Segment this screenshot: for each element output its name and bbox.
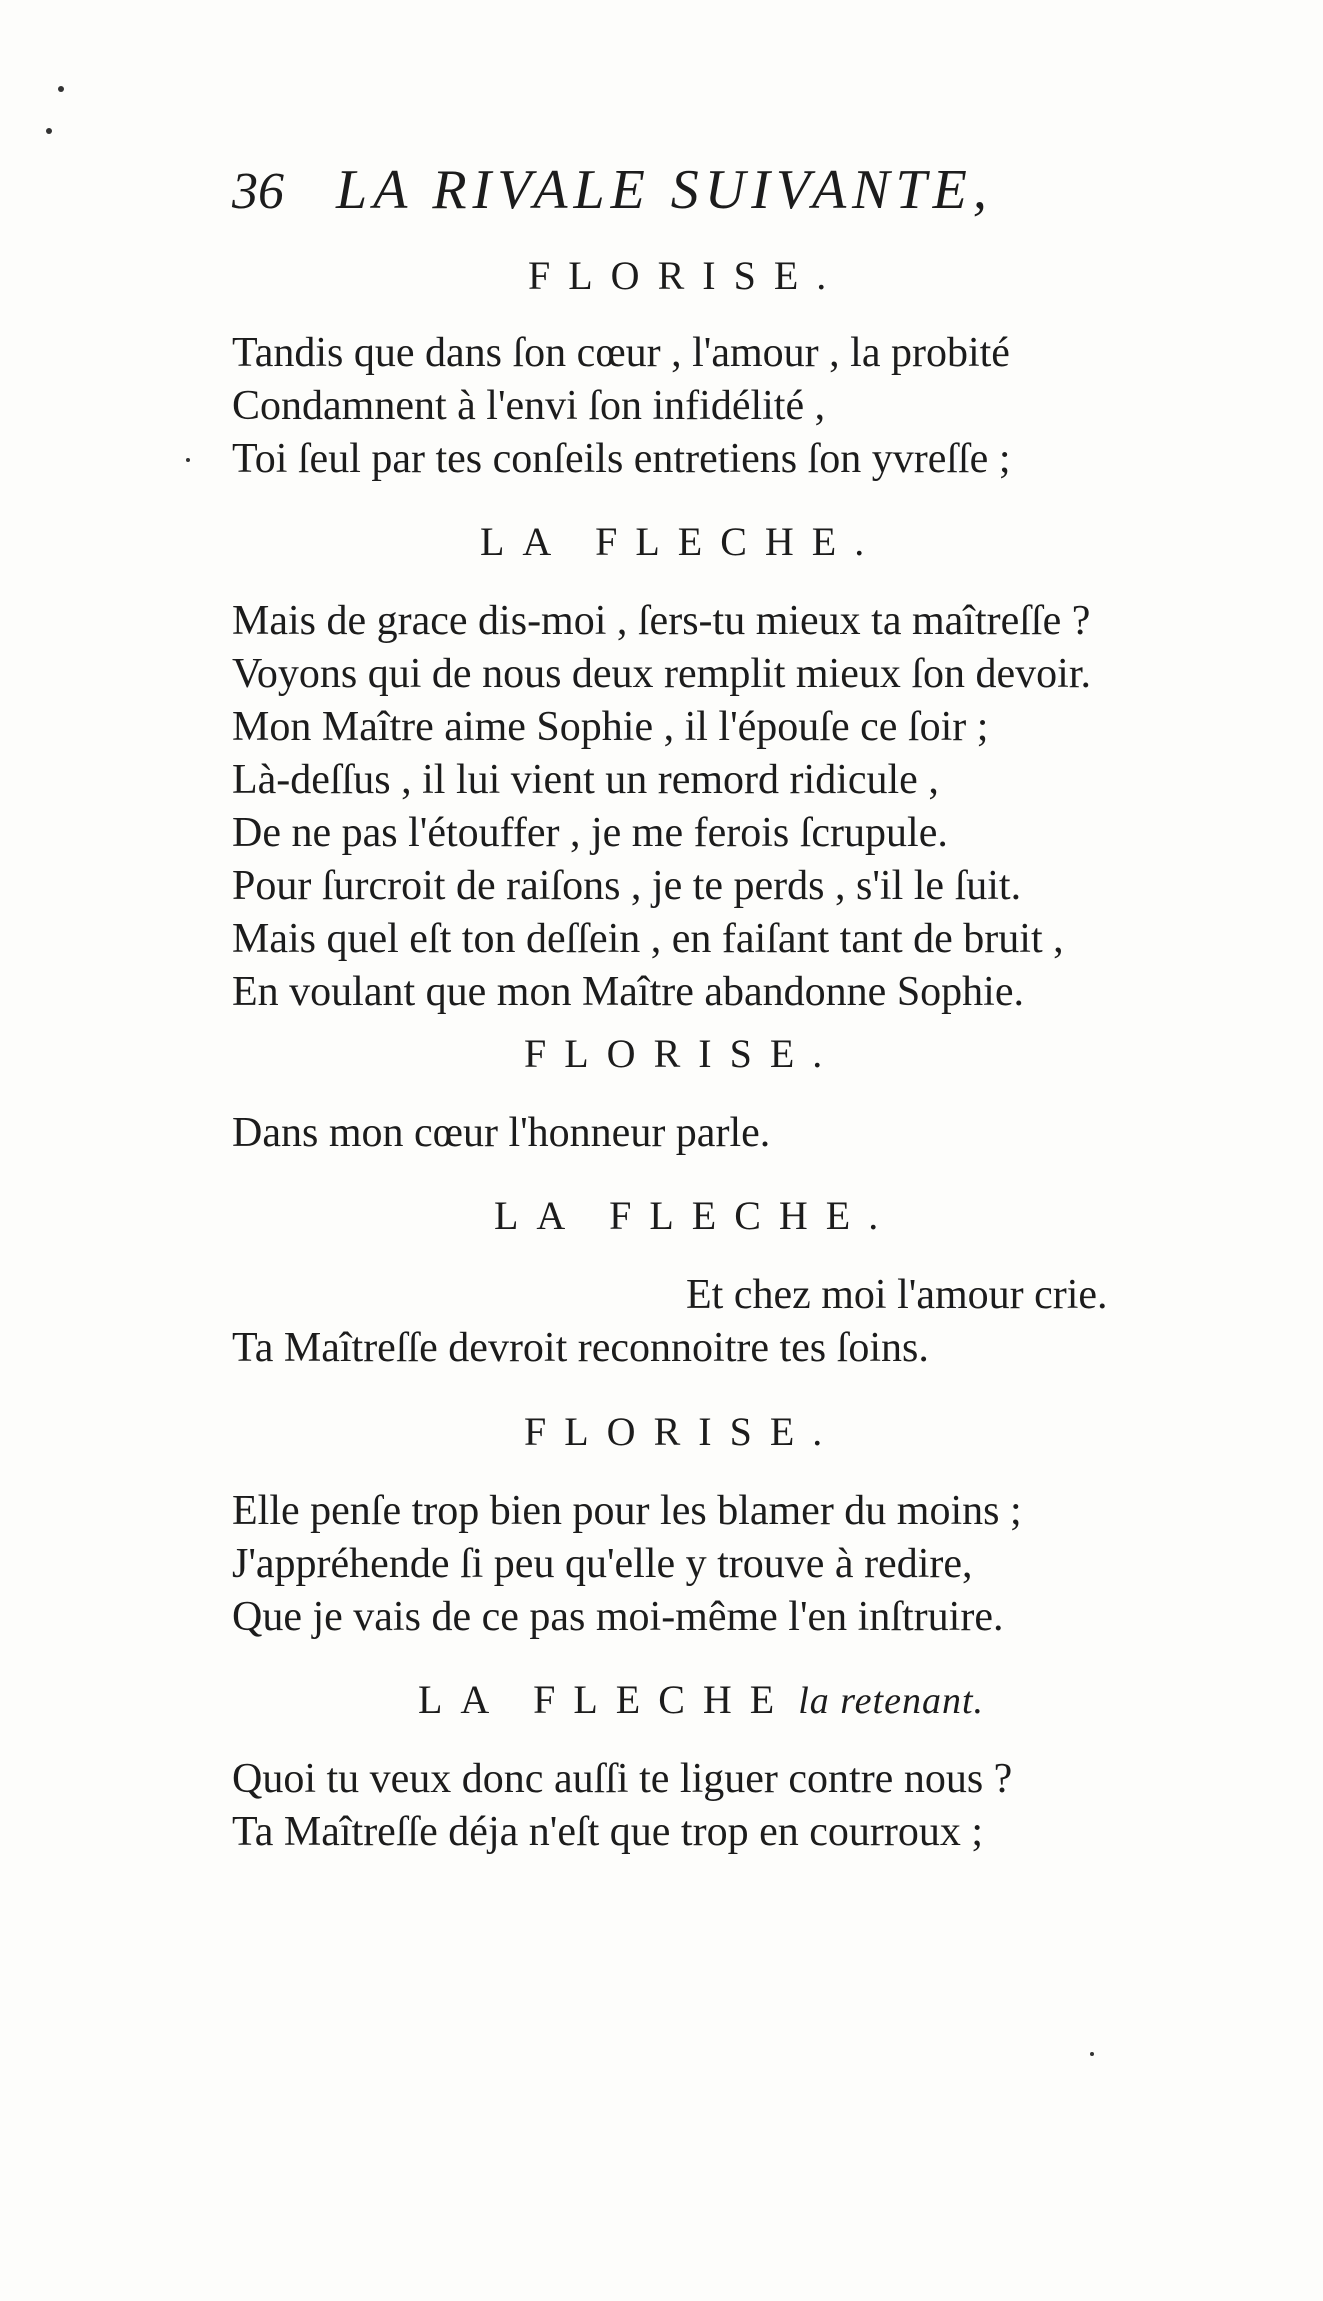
- speaker-name: LA FLECHE.: [480, 519, 883, 564]
- verse-line: Quoi tu veux donc auſſi te liguer contre nous ?: [232, 1756, 1013, 1802]
- verse-line: Mais de grace dis-moi , ſers-tu mieux ta maîtreſſe ?: [232, 598, 1091, 644]
- verse-line: En voulant que mon Maître abandonne Sophie.: [232, 969, 1024, 1015]
- verse-line: Toi ſeul par tes conſeils entretiens ſon yvreſſe ;: [232, 436, 1011, 482]
- ink-speck: [1090, 2052, 1094, 2056]
- verse-line: Dans mon cœur l'honneur parle.: [232, 1110, 771, 1156]
- verse-line: Et chez moi l'amour crie.: [686, 1272, 1108, 1318]
- verse-line: Mon Maître aime Sophie , il l'épouſe ce ſoir ;: [232, 704, 989, 750]
- ink-speck: [58, 86, 64, 92]
- ink-speck: [46, 128, 52, 134]
- verse-line: Que je vais de ce pas moi-même l'en inſtruire.: [232, 1594, 1004, 1640]
- speaker-name: [418, 1676, 984, 1723]
- verse-line: De ne pas l'étouffer , je me ferois ſcrupule.: [232, 810, 948, 856]
- verse-line: Ta Maîtreſſe devroit reconnoitre tes ſoins.: [232, 1325, 929, 1371]
- verse-line: Là-deſſus , il lui vient un remord ridicule ,: [232, 757, 939, 803]
- verse-line: Mais quel eſt ton deſſein , en faiſant tant de bruit ,: [232, 916, 1064, 962]
- verse-line: Tandis que dans ſon cœur , l'amour , la probité: [232, 330, 1010, 376]
- speaker-label: LA FLECHE: [418, 1677, 793, 1722]
- verse-line: Voyons qui de nous deux remplit mieux ſon devoir.: [232, 651, 1091, 697]
- speaker-name: FLORISE.: [528, 253, 845, 298]
- verse-line: Elle penſe trop bien pour les blamer du moins ;: [232, 1488, 1022, 1534]
- verse-line: Pour ſurcroit de raiſons , je te perds , s'il le ſuit.: [232, 863, 1022, 909]
- speaker-name: FLORISE.: [524, 1031, 841, 1076]
- running-header: [232, 158, 1132, 228]
- ink-speck: [186, 458, 190, 462]
- speaker-name: FLORISE.: [524, 1409, 841, 1454]
- running-title: LA RIVALE SUIVANTE,: [336, 159, 993, 221]
- verse-line: J'appréhende ſi peu qu'elle y trouve à redire,: [232, 1541, 973, 1587]
- speaker-name: LA FLECHE.: [494, 1193, 897, 1238]
- page-number: 36: [232, 163, 284, 220]
- stage-direction: la retenant.: [798, 1680, 985, 1722]
- verse-line: Ta Maîtreſſe déja n'eſt que trop en courroux ;: [232, 1809, 984, 1855]
- verse-line: Condamnent à l'envi ſon infidélité ,: [232, 383, 826, 429]
